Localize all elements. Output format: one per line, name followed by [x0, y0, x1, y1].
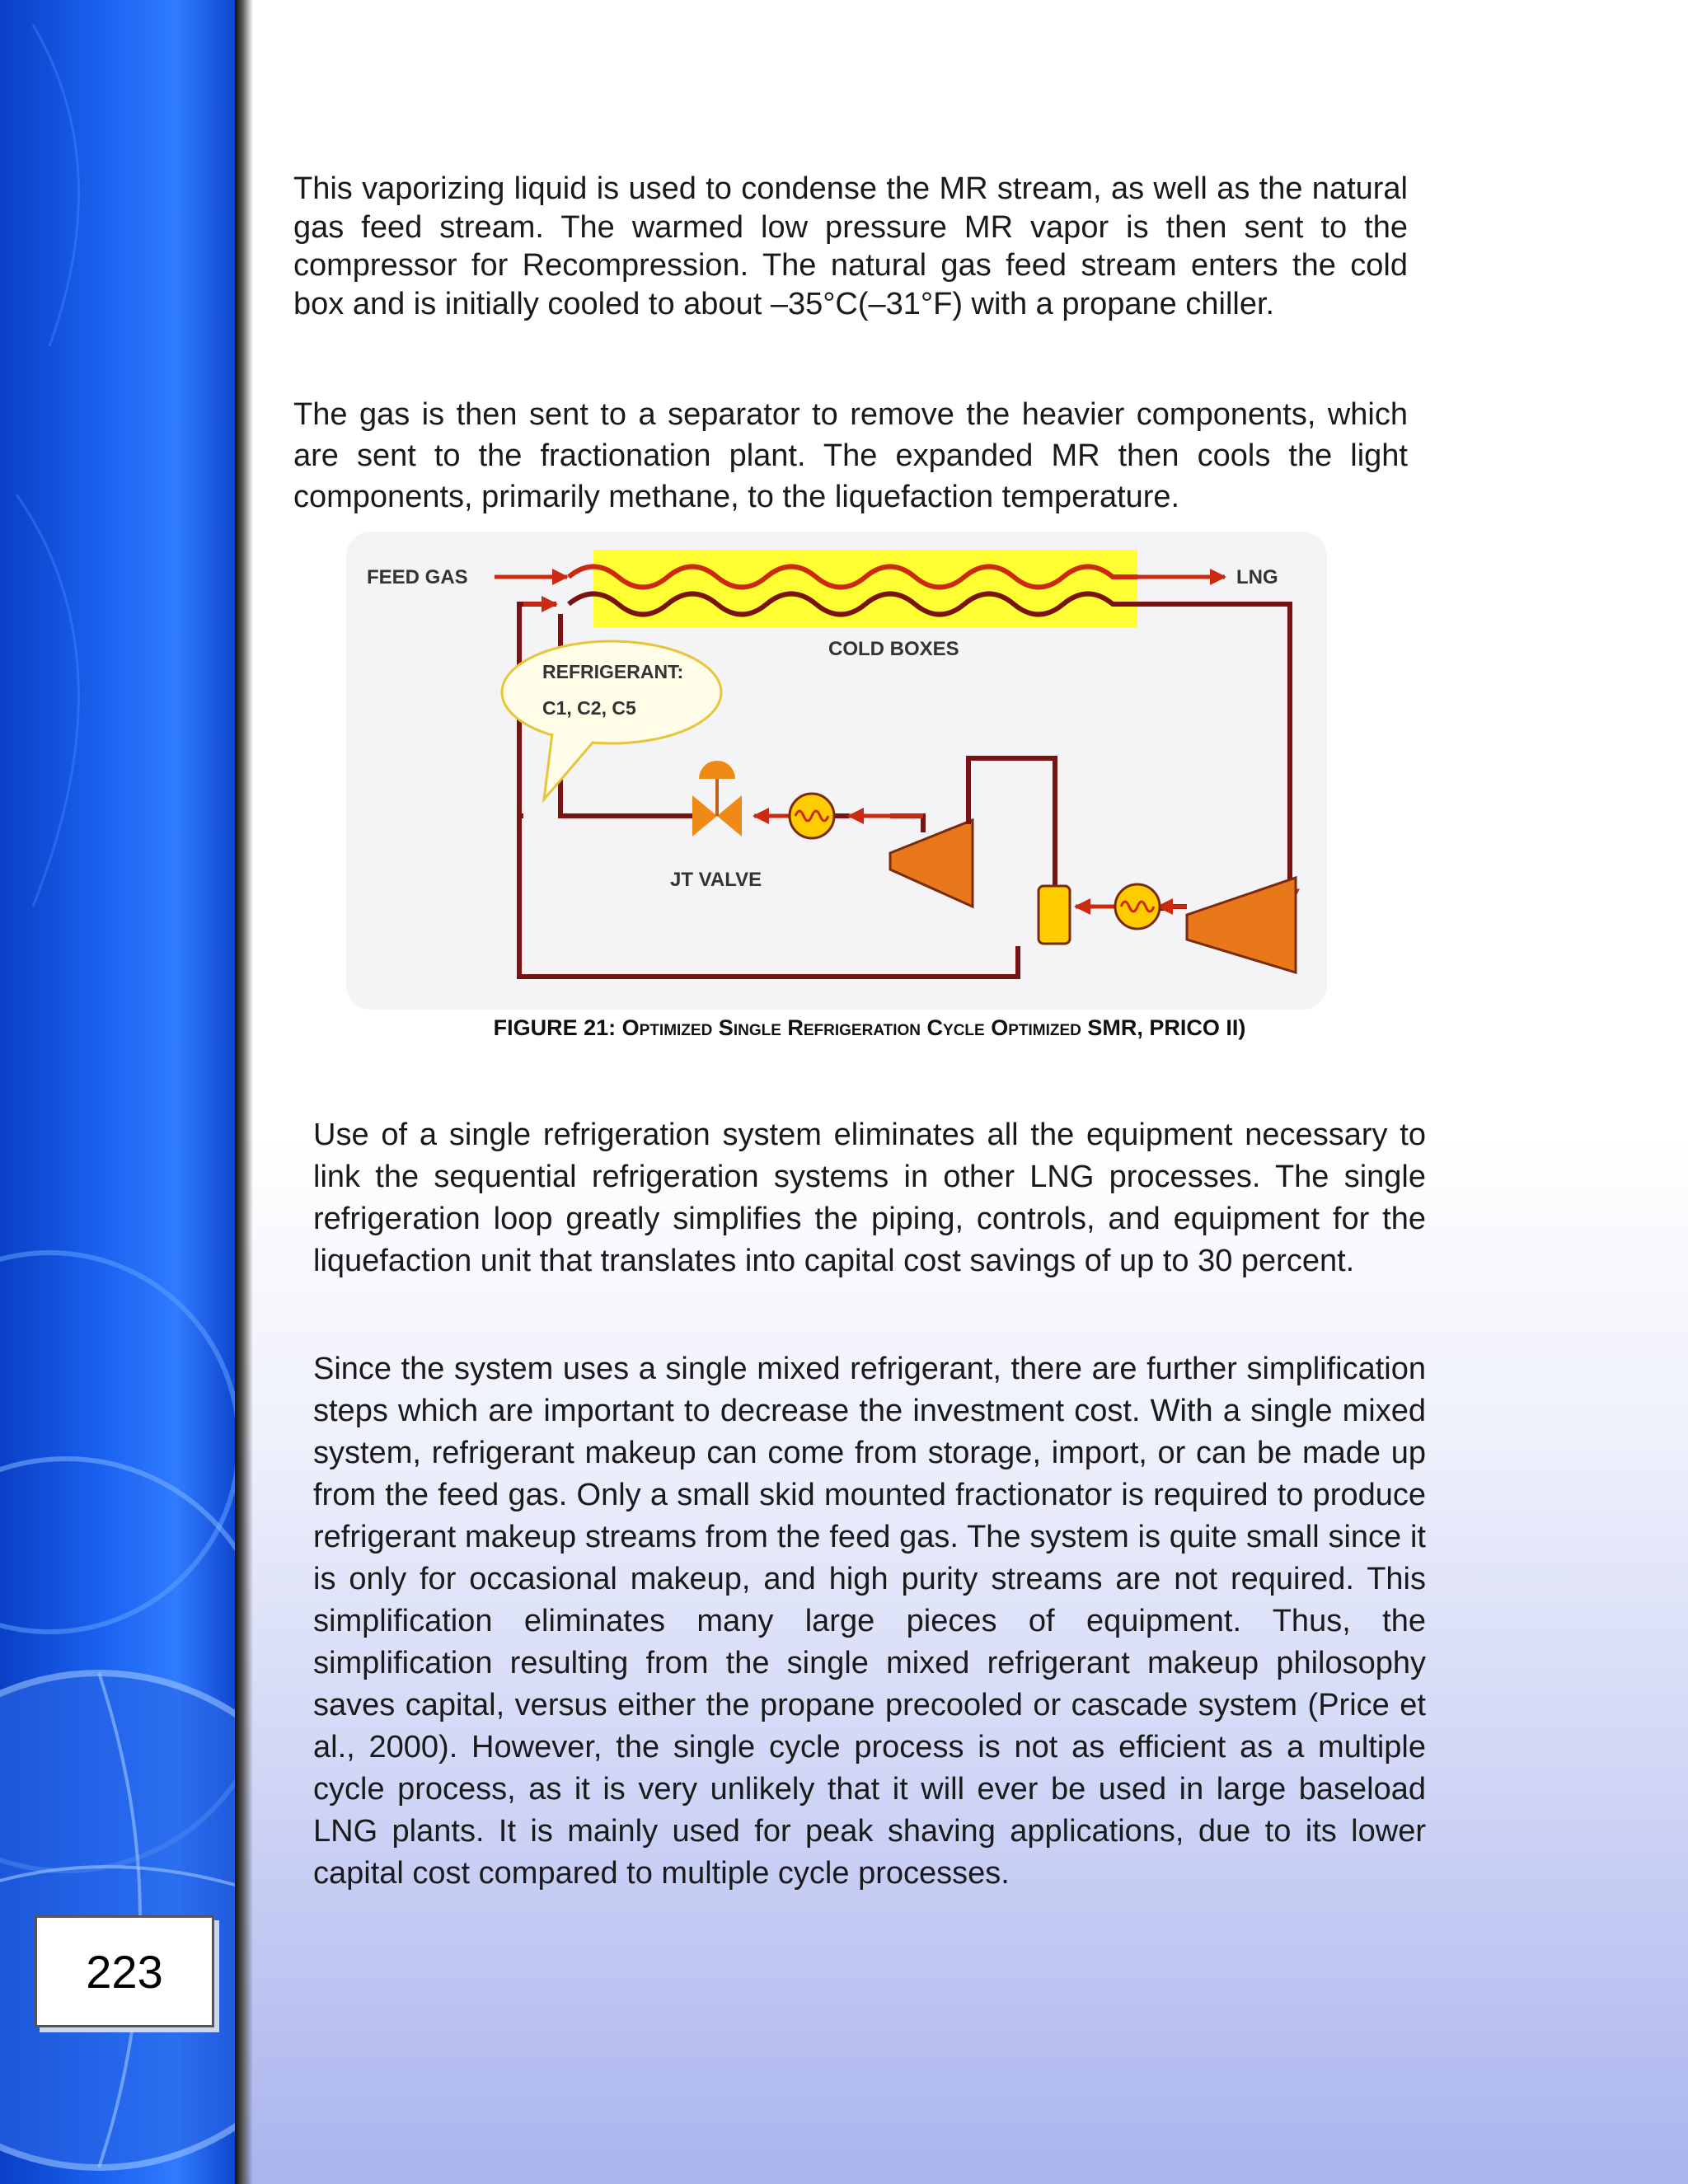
label-refrigerant-components: C1, C2, C5 — [542, 697, 636, 719]
sidebar-globe-band — [0, 0, 235, 2184]
paragraph-3: Use of a single refrigeration system eliminates all the equipment necessary to link the sequential refrigeration systems in other LNG processes. The single refrigeration loop greatly simplifies the piping, controls, and equipment for the liquefaction unit that translates into capital cost savings of up to 30 percent. — [313, 1118, 1426, 1278]
label-cold-boxes: COLD BOXES — [828, 638, 959, 660]
cold-box — [593, 550, 1137, 628]
separator — [1039, 886, 1070, 944]
sidebar-shadow — [235, 0, 253, 2184]
paragraph-2: The gas is then sent to a separator to remove the heavier components, which are sent to the fractionation plant. The expanded MR then cools the light components, primarily methane, to the liquefaction temperature. — [293, 397, 1408, 514]
figure-caption: FIGURE 21: Optimized Single Refrigeration Cycle Optimized SMR, PRICO II) — [493, 1015, 1246, 1040]
globe-graphic — [0, 0, 235, 2184]
paragraph-4: Since the system uses a single mixed refrigerant, there are further simplification steps which are important to decrease the investment cost. With a single mixed system, refrigerant makeup can come from storage, import, or can be made up from the feed gas. Only a small skid mounted fractionator is required to produce refrigerant makeup streams from the feed gas. The system is quite small since it is only for occasional makeup, and high purity streams are not required. This simplification eliminates many large pieces of equipment. Thus, the simplification resulting from the single mixed refrigerant makeup philosophy saves capital, versus either the propane precooled or cascade system (Price et al., 2000). However, the single cycle process is not as efficient as a multiple cycle process, as it is very unlikely that it will ever be used in large baseload LNG plants. It is mainly used for peak shaving applications, due to its lower capital cost compared to multiple cycle processes. — [313, 1352, 1426, 1891]
label-jt-valve: JT VALVE — [670, 869, 762, 891]
refrigerant-callout — [502, 641, 721, 743]
paragraph-1: This vaporizing liquid is used to condense the MR stream, as well as the natural gas feed stream. The warmed low pressure MR vapor is then sent to the compressor for Recompression. The natural gas feed stream enters the cold box and is initially cooled to about –35°C(–31°F) with a propane chiller. — [293, 171, 1408, 321]
refrigeration-cycle-diagram — [346, 532, 1327, 1010]
label-refrigerant: REFRIGERANT: — [542, 661, 684, 682]
label-feed-gas: FEED GAS — [367, 566, 468, 588]
page-number-box — [35, 1915, 214, 2027]
label-lng: LNG — [1236, 566, 1278, 588]
page-number: 223 — [86, 1945, 163, 1998]
